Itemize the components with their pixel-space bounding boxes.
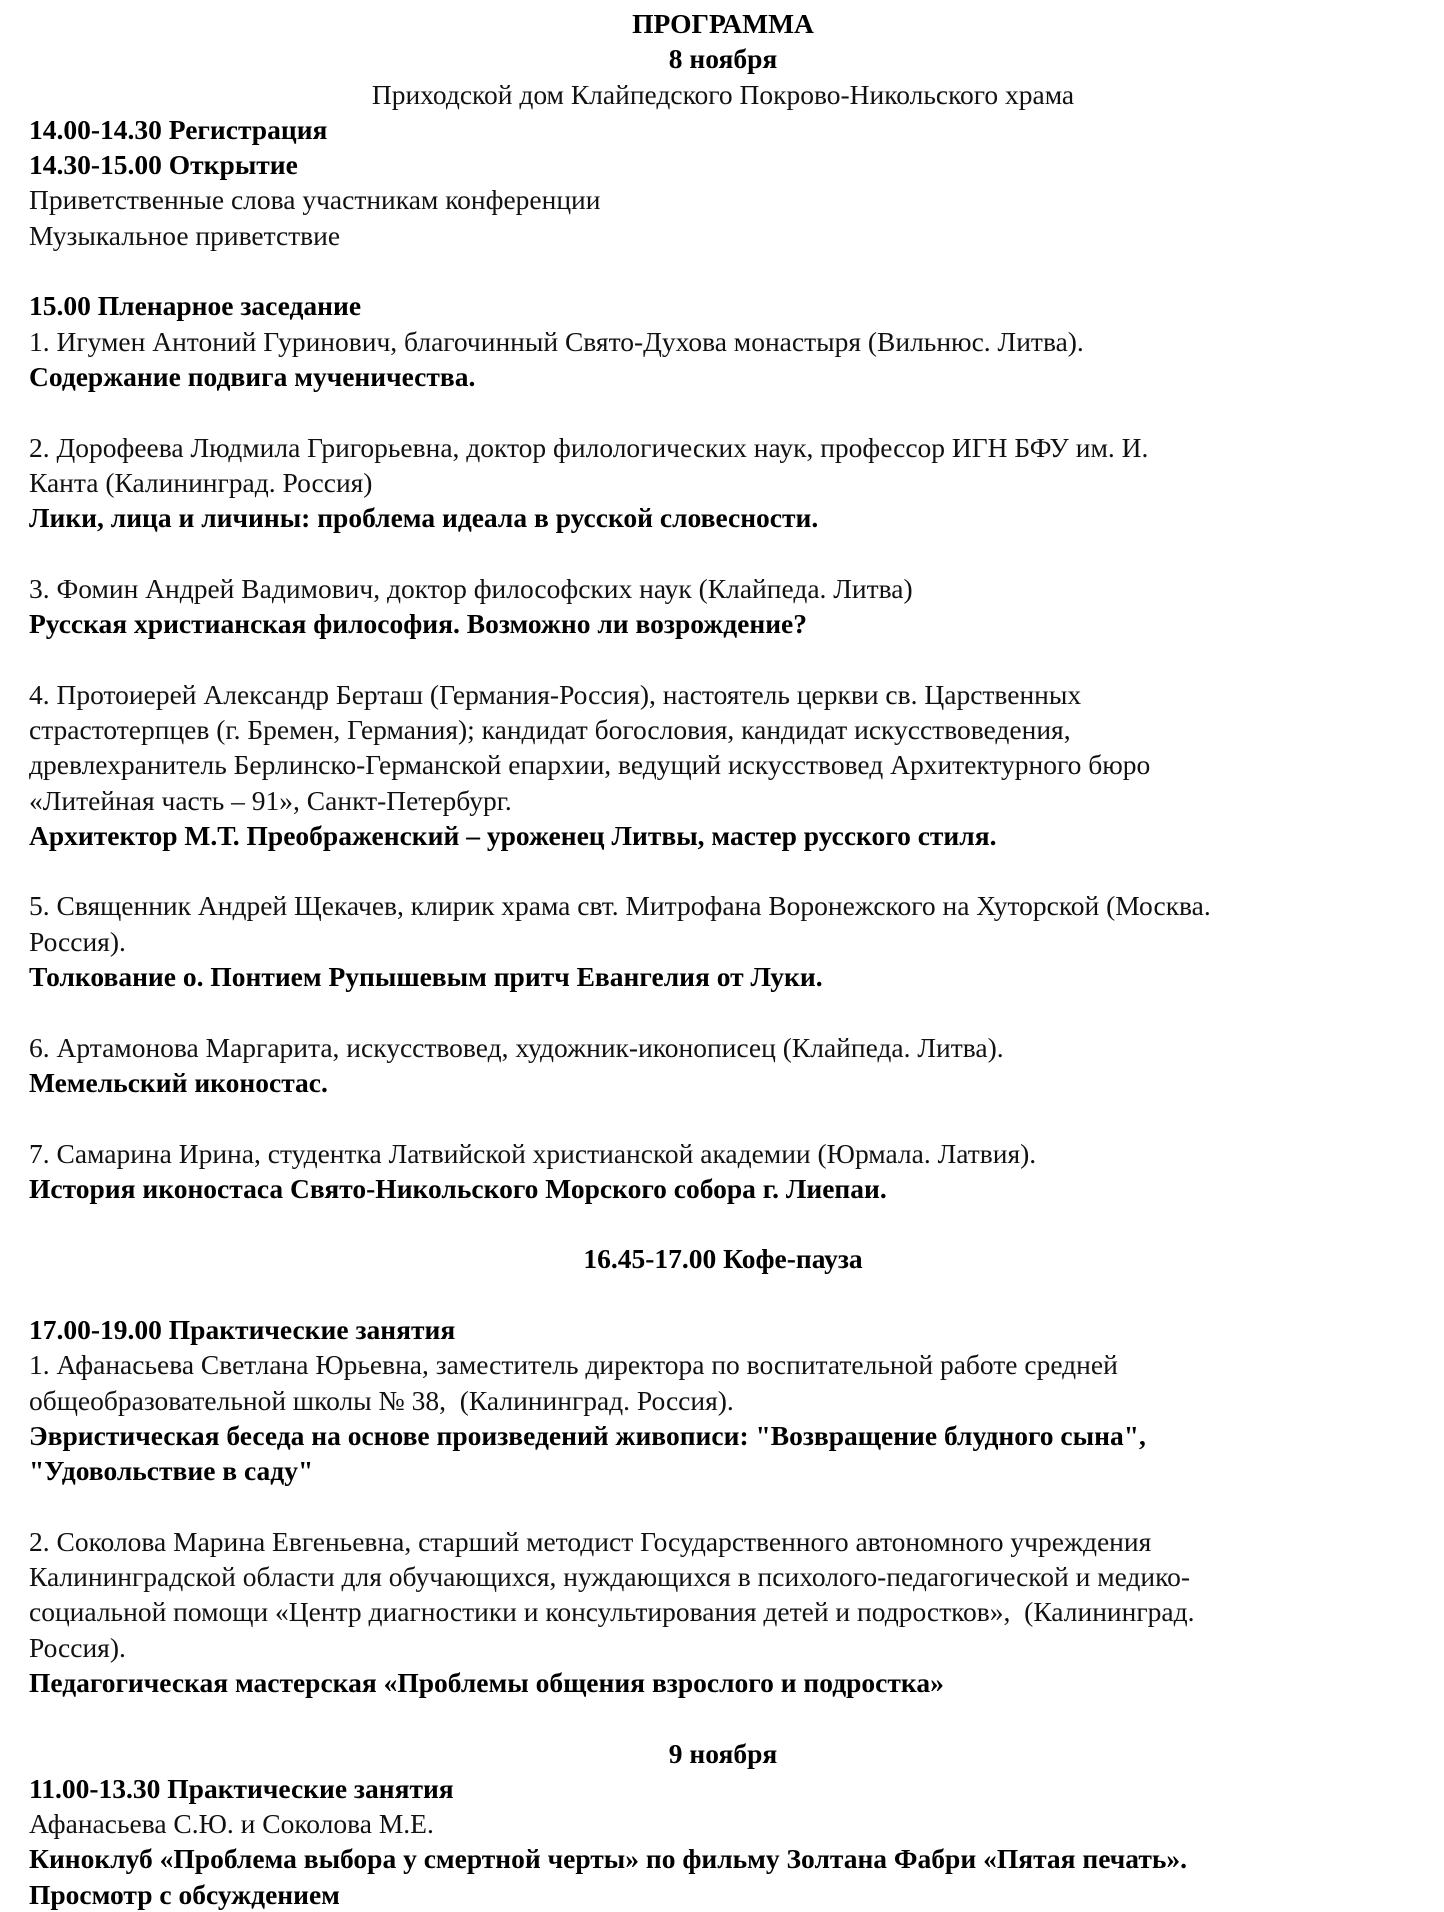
plenary-heading: 15.00 Пленарное заседание [29, 290, 362, 322]
film-club-title: Просмотр с обсуждением [29, 1878, 340, 1910]
program-document [29, 6, 1429, 1912]
talk-title: Толкование о. Понтием Рупышевым притч Евангелия от Луки. [29, 961, 823, 993]
speaker-line: социальной помощи «Центр диагностики и консультирования детей и подростков», (Калининград. [29, 1596, 1195, 1628]
speaker-line: 1. Афанасьева Светлана Юрьевна, заместитель директора по воспитательной работе средней [29, 1349, 1118, 1381]
speaker-line: Россия). [29, 925, 126, 957]
speaker-line: 2. Дорофеева Людмила Григорьевна, доктор филологических наук, профессор ИГН БФУ им. И. [29, 431, 1149, 463]
talk-title: Русская христианская философия. Возможно ли возрождение? [29, 608, 808, 640]
speaker-line: общеобразовательной школы № 38, (Калининград. Россия). [29, 1384, 734, 1416]
spacer [29, 1488, 1429, 1523]
speaker-line: 2. Соколова Марина Евгеньевна, старший методист Государственного автономного учреждения [29, 1525, 1152, 1557]
speaker-line: древлехранитель Берлинско-Германской епархии, ведущий искусствовед Архитектурного бюро [29, 749, 1151, 781]
opening-heading: 14.30-15.00 Открытие [29, 149, 298, 181]
speaker-line: страстотерпцев (г. Бремен, Германия); кандидат богословия, кандидат искусствоведения, [29, 713, 1071, 745]
spacer [29, 853, 1429, 888]
registration-heading: 14.00-14.30 Регистрация [29, 113, 328, 145]
plenary-talk-2 [29, 430, 1429, 536]
practical-session-1 [29, 1347, 1429, 1488]
film-club-title: Киноклуб «Проблема выбора у смертной черты» по фильму Золтана Фабри «Пятая печать». [29, 1843, 1188, 1875]
speaker-line: 5. Священник Андрей Щекачев, клирик храма свт. Митрофана Воронежского на Хуторской (Москва. [29, 890, 1211, 922]
session-title: "Удовольствие в саду" [29, 1455, 314, 1487]
plenary-talk-7 [29, 1136, 1429, 1207]
plenary-talk-3 [29, 571, 1429, 642]
plenary-talk-1 [29, 324, 1429, 395]
speaker-line: 1. Игумен Антоний Гуринович, благочинный Свято-Духова монастыря (Вильнюс. Литва). [29, 325, 1084, 357]
talk-title: История иконостаса Свято-Никольского Морского собора г. Лиепаи. [29, 1172, 887, 1204]
session-title: Педагогическая мастерская «Проблемы общения взрослого и подростка» [29, 1666, 944, 1698]
opening-line: Музыкальное приветствие [29, 219, 341, 251]
talk-title: Лики, лица и личины: проблема идеала в русской словесности. [29, 502, 819, 534]
spacer [29, 535, 1429, 570]
spacer [29, 1206, 1429, 1241]
coffee-break: 16.45-17.00 Кофе-пауза [583, 1243, 863, 1275]
plenary-talk-4 [29, 677, 1429, 853]
talk-title: Содержание подвига мученичества. [29, 360, 476, 392]
opening-line: Приветственные слова участникам конференции [29, 184, 601, 216]
plenary-talk-6 [29, 1030, 1429, 1101]
day2-speakers: Афанасьева С.Ю. и Соколова М.Е. [29, 1808, 434, 1840]
day1-date: 8 ноября [668, 43, 778, 75]
talk-title: Архитектор М.Т. Преображенский – уроженец Литвы, мастер русского стиля. [29, 819, 997, 851]
speaker-line: 6. Артамонова Маргарита, искусствовед, художник-иконописец (Клайпеда. Литва). [29, 1031, 1004, 1063]
day2-date: 9 ноября [668, 1737, 778, 1769]
spacer [29, 994, 1429, 1029]
speaker-line: 7. Самарина Ирина, студентка Латвийской христианской академии (Юрмала. Латвия). [29, 1137, 1037, 1169]
speaker-line: «Литейная часть – 91», Санкт-Петербург. [29, 784, 512, 816]
spacer [29, 394, 1429, 429]
spacer [29, 1700, 1429, 1735]
venue: Приходской дом Клайпедского Покрово-Никольского храма [371, 78, 1075, 110]
speaker-line: Россия). [29, 1631, 126, 1663]
talk-title: Мемельский иконостас. [29, 1066, 328, 1098]
practical-heading-day2: 11.00-13.30 Практические занятия [29, 1772, 454, 1804]
speaker-line: Канта (Калининград. Россия) [29, 466, 373, 498]
spacer [29, 253, 1429, 288]
speaker-line: Калининградской области для обучающихся, нуждающихся в психолого-педагогической и медико- [29, 1561, 1191, 1593]
plenary-talk-5 [29, 888, 1429, 994]
speaker-line: 3. Фомин Андрей Вадимович, доктор философских наук (Клайпеда. Литва) [29, 572, 913, 604]
practical-heading-day1: 17.00-19.00 Практические занятия [29, 1313, 456, 1345]
program-title: ПРОГРАММА [632, 8, 814, 39]
practical-session-2 [29, 1524, 1429, 1700]
session-title: Эвристическая беседа на основе произведений живописи: "Возвращение блудного сына", [29, 1419, 1146, 1451]
spacer [29, 1277, 1429, 1312]
spacer [29, 1100, 1429, 1135]
spacer [29, 641, 1429, 676]
speaker-line: 4. Протоиерей Александр Берташ (Германия-Россия), настоятель церкви св. Царственных [29, 678, 1082, 710]
